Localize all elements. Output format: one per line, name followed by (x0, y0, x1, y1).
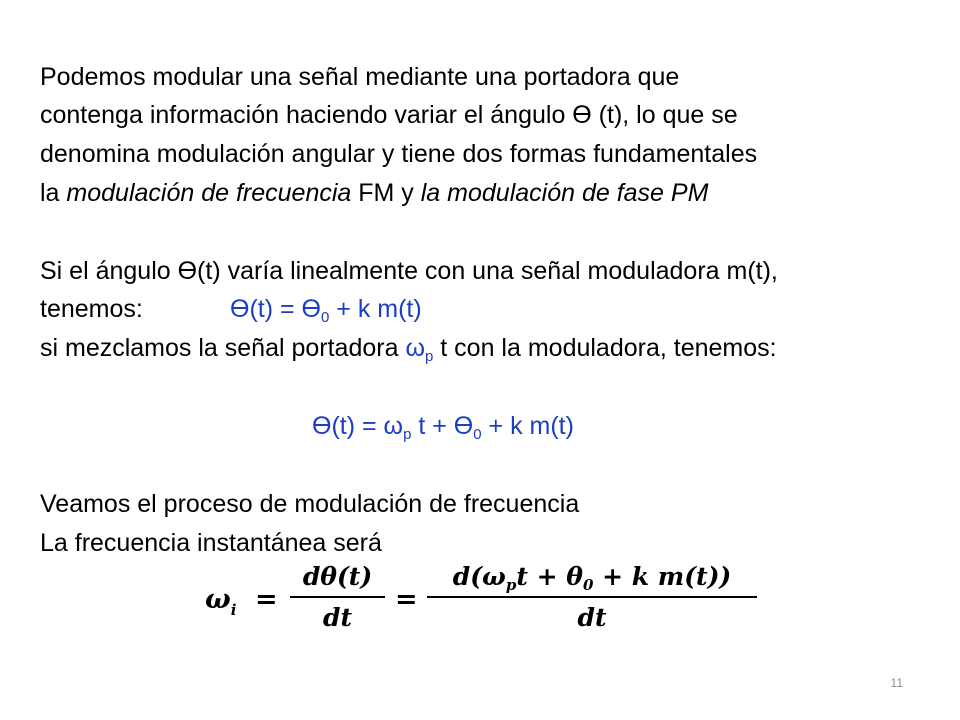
omega-subscript: i (230, 601, 237, 619)
eq-subscript: p (403, 426, 412, 443)
num-subscript: p (505, 576, 517, 594)
num-part: t + θ (516, 562, 583, 591)
equation-theta (230, 294, 422, 324)
fraction-numerator (427, 560, 757, 594)
eq-part: + k m(t) (329, 295, 422, 323)
pm-term: la modulación de fase PM (420, 179, 709, 207)
text-line: Podemos modular una señal mediante una portadora que (40, 63, 680, 91)
text-segment: tenemos: (40, 295, 143, 323)
text-line (40, 294, 422, 326)
text-line: denomina modulación angular y tiene dos formas fundamentales (40, 140, 758, 168)
instantaneous-frequency-formula (205, 560, 765, 645)
fraction-denominator: dt (577, 603, 607, 632)
num-part: + k m(t)) (593, 562, 732, 591)
num-subscript: 0 (582, 576, 594, 594)
fraction-bar (290, 596, 385, 598)
omega-symbol (405, 334, 434, 365)
page-number: 11 (890, 676, 903, 690)
omega-char: ω (205, 584, 231, 615)
eq-subscript: 0 (320, 309, 330, 326)
fraction-expanded (427, 560, 757, 635)
text-line (40, 333, 777, 363)
text-segment: con la moduladora, tenemos: (447, 334, 777, 362)
text-line: Si el ángulo Ө(t) varía linealmente con una señal moduladora m(t), (40, 257, 778, 285)
equals-sign: = (395, 584, 418, 615)
omega-subscript: p (424, 348, 434, 365)
equals-sign: = (255, 584, 278, 615)
text-segment: FM y (351, 179, 421, 207)
text-segment: si mezclamos la señal portadora (40, 334, 406, 362)
text-line: contenga información haciendo variar el ángulo Ө (t), lo que se (40, 101, 738, 129)
fraction-numerator: dθ(t) (302, 562, 373, 591)
text-line: La frecuencia instantánea será (40, 529, 382, 557)
formula-lhs (205, 584, 237, 619)
eq-part: + k m(t) (481, 412, 574, 440)
num-part: d(ω (452, 562, 506, 591)
fraction-derivative (290, 560, 385, 635)
omega-char: ω (405, 334, 425, 362)
eq-part: Ө(t) = Ө (230, 295, 321, 323)
text-segment: t (433, 334, 448, 362)
fm-term: modulación de frecuencia (66, 179, 352, 207)
fraction-denominator: dt (322, 603, 353, 632)
text-line (40, 178, 708, 208)
eq-subscript: 0 (473, 426, 482, 443)
equation-total-angle (312, 411, 574, 441)
eq-part: t + Ө (411, 412, 474, 440)
text-line: Veamos el proceso de modulación de frecuencia (40, 490, 580, 518)
text-segment: la (40, 179, 67, 207)
eq-part: Ө(t) = ω (312, 412, 404, 440)
fraction-bar (427, 596, 757, 598)
